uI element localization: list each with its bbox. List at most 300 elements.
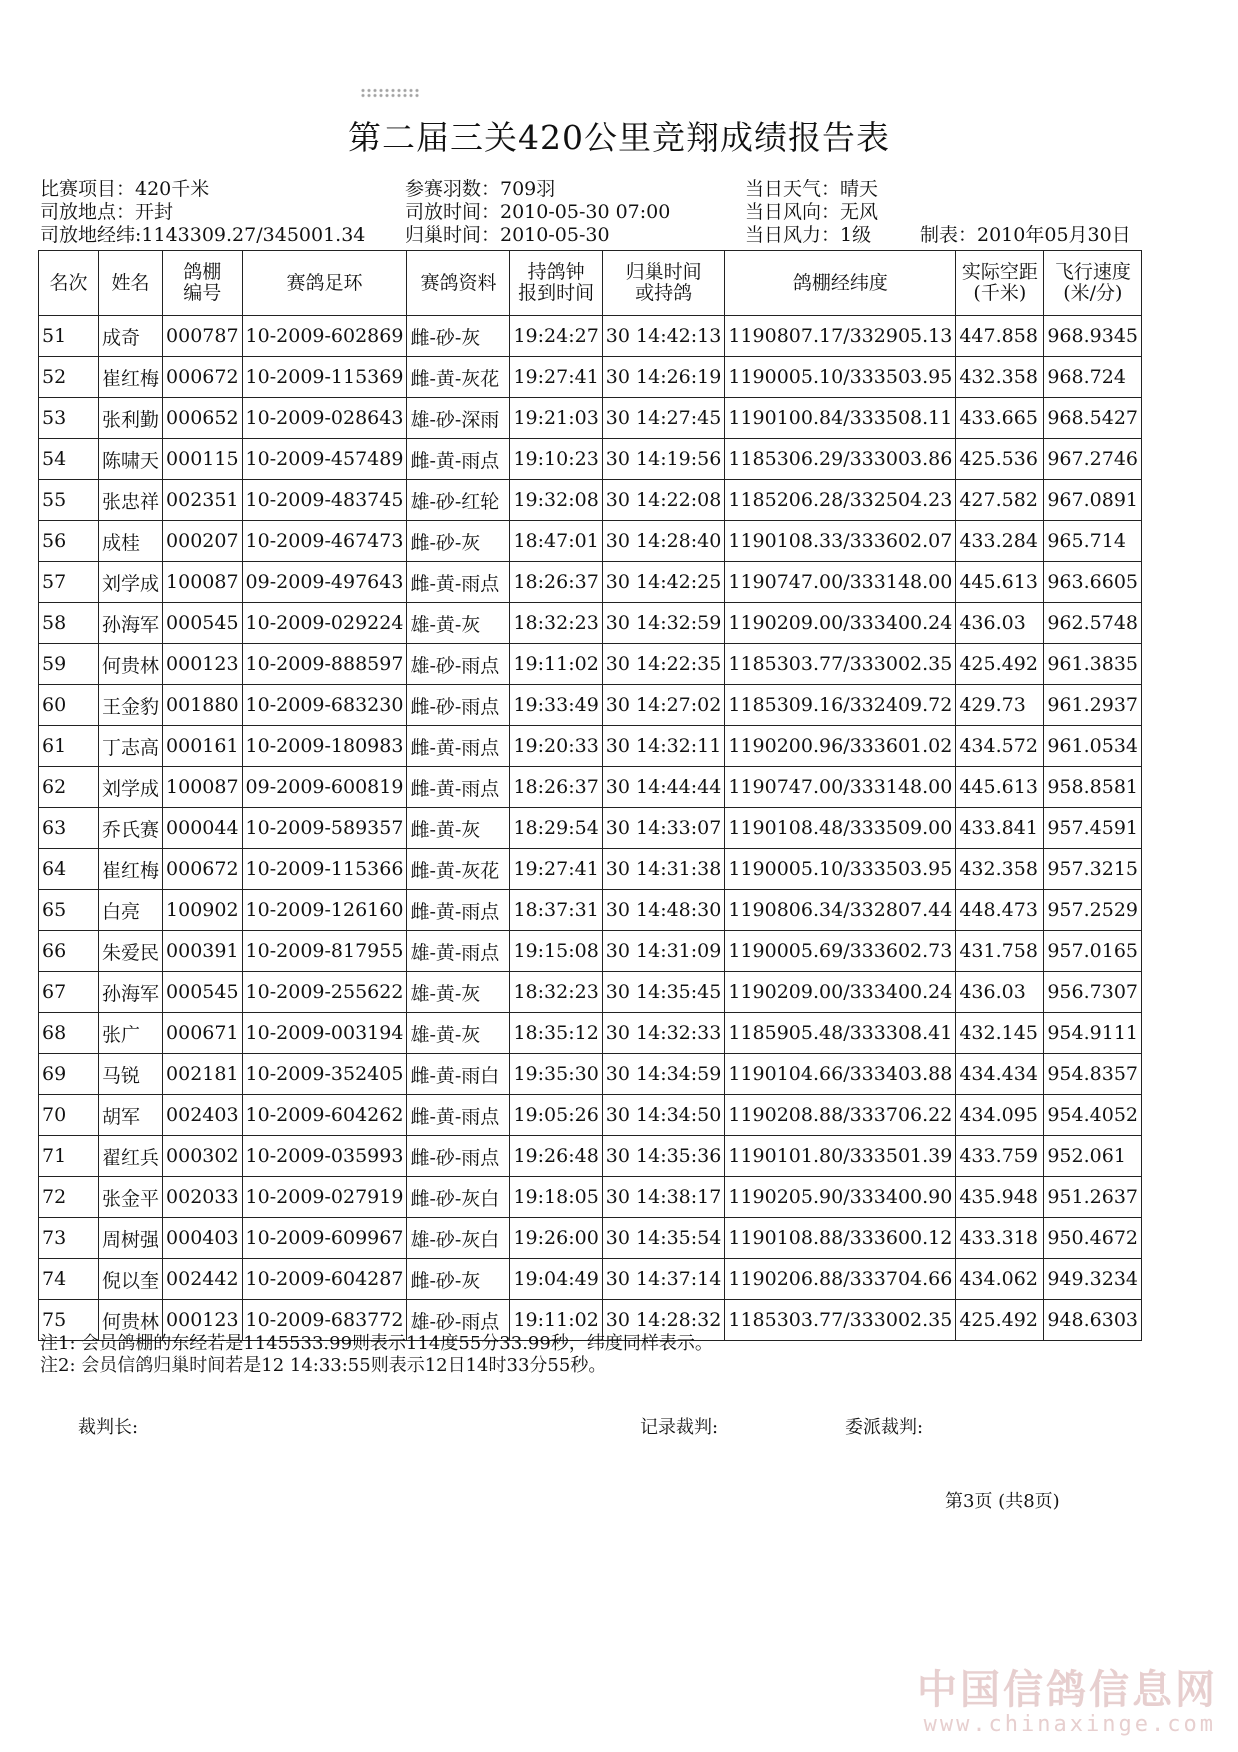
table-row: [39, 808, 1142, 849]
cell-name: 张利勤: [99, 398, 163, 439]
cell-rank: 60: [39, 685, 99, 726]
cell-info: 雄-砂-红轮: [407, 480, 510, 521]
cell-coord: 1185303.77/333002.35: [725, 644, 956, 685]
cell-distance: 434.572: [956, 726, 1044, 767]
cell-clock: 19:27:41: [510, 849, 602, 890]
cell-coord: 1190101.80/333501.39: [725, 1136, 956, 1177]
cell-coord: 1190108.48/333509.00: [725, 808, 956, 849]
cell-loft: 002442: [163, 1259, 243, 1300]
cell-loft: 000787: [163, 316, 243, 357]
cell-name: 成奇: [99, 316, 163, 357]
cell-loft: 000671: [163, 1013, 243, 1054]
cell-info: 雌-黄-雨点: [407, 1095, 510, 1136]
cell-info: 雌-黄-雨点: [407, 726, 510, 767]
cell-rank: 58: [39, 603, 99, 644]
cell-speed: 957.2529: [1044, 890, 1142, 931]
cell-clock: 19:35:30: [510, 1054, 602, 1095]
cell-ring: 09-2009-497643: [242, 562, 407, 603]
cell-name: 何贵林: [99, 644, 163, 685]
cell-info: 雄-砂-深雨: [407, 398, 510, 439]
cell-clock: 19:11:02: [510, 644, 602, 685]
cell-ring: 10-2009-589357: [242, 808, 407, 849]
table-row: [39, 849, 1142, 890]
cell-ring: 10-2009-483745: [242, 480, 407, 521]
header-loft: 鸽棚 编号: [163, 251, 243, 316]
cell-return: 30 14:34:59: [602, 1054, 725, 1095]
cell-distance: 434.434: [956, 1054, 1044, 1095]
return-date: 归巢时间：2010-05-30: [405, 224, 610, 246]
cell-return: 30 14:34:50: [602, 1095, 725, 1136]
cell-name: 陈啸天: [99, 439, 163, 480]
cell-coord: 1190108.88/333600.12: [725, 1218, 956, 1259]
cell-speed: 949.3234: [1044, 1259, 1142, 1300]
cell-rank: 70: [39, 1095, 99, 1136]
cell-distance: 425.492: [956, 644, 1044, 685]
cell-coord: 1190208.88/333706.22: [725, 1095, 956, 1136]
cell-clock: 19:11:02: [510, 1300, 602, 1341]
watermark-url: www.chinaxinge.com: [923, 1712, 1216, 1737]
cell-coord: 1190100.84/333508.11: [725, 398, 956, 439]
cell-clock: 19:26:48: [510, 1136, 602, 1177]
cell-info: 雌-黄-雨点: [407, 767, 510, 808]
cell-speed: 957.3215: [1044, 849, 1142, 890]
cell-return: 30 14:31:38: [602, 849, 725, 890]
cell-speed: 963.6605: [1044, 562, 1142, 603]
cell-ring: 10-2009-602869: [242, 316, 407, 357]
event-info: 比赛项目：420千米: [40, 178, 210, 200]
cell-coord: 1190005.10/333503.95: [725, 849, 956, 890]
cell-distance: 448.473: [956, 890, 1044, 931]
watermark-text: 中国信鸽信息网: [917, 1667, 1218, 1713]
table-row: [39, 1013, 1142, 1054]
cell-ring: 10-2009-683230: [242, 685, 407, 726]
cell-coord: 1190747.00/333148.00: [725, 767, 956, 808]
cell-speed: 961.2937: [1044, 685, 1142, 726]
cell-ring: 10-2009-028643: [242, 398, 407, 439]
cell-return: 30 14:22:08: [602, 480, 725, 521]
cell-coord: 1190200.96/333601.02: [725, 726, 956, 767]
cell-rank: 69: [39, 1054, 99, 1095]
cell-rank: 63: [39, 808, 99, 849]
cell-rank: 56: [39, 521, 99, 562]
cell-rank: 72: [39, 1177, 99, 1218]
table-row: [39, 521, 1142, 562]
cell-loft: 002181: [163, 1054, 243, 1095]
table-row: [39, 562, 1142, 603]
table-row: [39, 890, 1142, 931]
cell-loft: 002033: [163, 1177, 243, 1218]
info-column-1: [40, 178, 365, 247]
cell-return: 30 14:35:54: [602, 1218, 725, 1259]
cell-clock: 19:32:08: [510, 480, 602, 521]
table-row: [39, 398, 1142, 439]
cell-speed: 967.2746: [1044, 439, 1142, 480]
cell-distance: 434.062: [956, 1259, 1044, 1300]
release-time: 司放时间：2010-05-30 07:00: [405, 201, 671, 223]
cell-loft: 100087: [163, 767, 243, 808]
cell-name: 孙海军: [99, 603, 163, 644]
cell-coord: 1190005.10/333503.95: [725, 357, 956, 398]
release-coords: 司放地经纬:1143309.27/345001.34: [40, 224, 366, 246]
cell-name: 乔氏赛: [99, 808, 163, 849]
cell-return: 30 14:28:32: [602, 1300, 725, 1341]
table-row: [39, 439, 1142, 480]
cell-speed: 968.724: [1044, 357, 1142, 398]
page-number: 第3页 (共8页): [945, 1491, 1060, 1512]
cell-name: 张广: [99, 1013, 163, 1054]
cell-distance: 433.841: [956, 808, 1044, 849]
cell-distance: 433.665: [956, 398, 1044, 439]
cell-clock: 18:37:31: [510, 890, 602, 931]
cell-clock: 18:35:12: [510, 1013, 602, 1054]
cell-ring: 10-2009-115366: [242, 849, 407, 890]
table-row: [39, 1177, 1142, 1218]
cell-name: 丁志高: [99, 726, 163, 767]
cell-name: 崔红梅: [99, 849, 163, 890]
table-row: [39, 1136, 1142, 1177]
cell-info: 雌-黄-灰花: [407, 849, 510, 890]
cell-ring: 10-2009-180983: [242, 726, 407, 767]
cell-distance: 447.858: [956, 316, 1044, 357]
cell-loft: 000044: [163, 808, 243, 849]
cell-coord: 1185306.29/333003.86: [725, 439, 956, 480]
cell-info: 雌-黄-雨点: [407, 439, 510, 480]
cell-speed: 962.5748: [1044, 603, 1142, 644]
cell-rank: 64: [39, 849, 99, 890]
cell-rank: 51: [39, 316, 99, 357]
cell-coord: 1190209.00/333400.24: [725, 972, 956, 1013]
cell-return: 30 14:48:30: [602, 890, 725, 931]
cell-ring: 10-2009-604262: [242, 1095, 407, 1136]
cell-speed: 961.3835: [1044, 644, 1142, 685]
cell-clock: 19:18:05: [510, 1177, 602, 1218]
cell-distance: 429.73: [956, 685, 1044, 726]
cell-name: 刘学成: [99, 562, 163, 603]
cell-return: 30 14:35:45: [602, 972, 725, 1013]
cell-clock: 19:27:41: [510, 357, 602, 398]
cell-loft: 000391: [163, 931, 243, 972]
cell-coord: 1190205.90/333400.90: [725, 1177, 956, 1218]
made-date: 制表：2010年05月30日: [920, 224, 1131, 246]
cell-rank: 52: [39, 357, 99, 398]
cell-rank: 61: [39, 726, 99, 767]
cell-ring: 10-2009-352405: [242, 1054, 407, 1095]
cell-loft: 002403: [163, 1095, 243, 1136]
cell-loft: 002351: [163, 480, 243, 521]
cell-speed: 965.714: [1044, 521, 1142, 562]
cell-distance: 434.095: [956, 1095, 1044, 1136]
cell-rank: 67: [39, 972, 99, 1013]
cell-name: 孙海军: [99, 972, 163, 1013]
cell-distance: 445.613: [956, 562, 1044, 603]
cell-return: 30 14:27:45: [602, 398, 725, 439]
cell-speed: 968.9345: [1044, 316, 1142, 357]
cell-distance: 432.145: [956, 1013, 1044, 1054]
chief-referee-label: 裁判长:: [78, 1417, 139, 1438]
cell-name: 马锐: [99, 1054, 163, 1095]
cell-info: 雄-黄-灰: [407, 972, 510, 1013]
header-ring: 赛鸽足环: [242, 251, 407, 316]
cell-info: 雄-砂-灰白: [407, 1218, 510, 1259]
notes: [40, 1333, 713, 1377]
cell-distance: 425.492: [956, 1300, 1044, 1341]
cell-name: 翟红兵: [99, 1136, 163, 1177]
cell-loft: 000115: [163, 439, 243, 480]
cell-clock: 18:47:01: [510, 521, 602, 562]
cell-loft: 000545: [163, 972, 243, 1013]
cell-clock: 18:32:23: [510, 972, 602, 1013]
cell-return: 30 14:42:13: [602, 316, 725, 357]
cell-coord: 1190104.66/333403.88: [725, 1054, 956, 1095]
cell-ring: 10-2009-115369: [242, 357, 407, 398]
header-coord: 鸽棚经纬度: [725, 251, 956, 316]
cell-name: 何贵林: [99, 1300, 163, 1341]
cell-distance: 436.03: [956, 972, 1044, 1013]
cell-info: 雌-黄-雨点: [407, 562, 510, 603]
cell-coord: 1185309.16/332409.72: [725, 685, 956, 726]
table-row: [39, 357, 1142, 398]
cell-distance: 432.358: [956, 849, 1044, 890]
cell-name: 成桂: [99, 521, 163, 562]
cell-info: 雌-黄-灰: [407, 808, 510, 849]
cell-clock: 19:24:27: [510, 316, 602, 357]
cell-info: 雌-黄-雨白: [407, 1054, 510, 1095]
cell-info: 雌-砂-灰白: [407, 1177, 510, 1218]
header-clock: 持鸽钟 报到时间: [510, 251, 602, 316]
table-body: [39, 316, 1142, 1341]
cell-ring: 10-2009-029224: [242, 603, 407, 644]
cell-name: 白亮: [99, 890, 163, 931]
results-table: [38, 250, 1142, 1341]
cell-speed: 961.0534: [1044, 726, 1142, 767]
cell-clock: 19:04:49: [510, 1259, 602, 1300]
cell-loft: 000545: [163, 603, 243, 644]
cell-rank: 65: [39, 890, 99, 931]
cell-return: 30 14:44:44: [602, 767, 725, 808]
cell-distance: 433.318: [956, 1218, 1044, 1259]
cell-speed: 954.9111: [1044, 1013, 1142, 1054]
cell-ring: 09-2009-600819: [242, 767, 407, 808]
table-row: [39, 644, 1142, 685]
cell-speed: 968.5427: [1044, 398, 1142, 439]
cell-rank: 54: [39, 439, 99, 480]
cell-rank: 55: [39, 480, 99, 521]
cell-distance: 427.582: [956, 480, 1044, 521]
cell-return: 30 14:32:11: [602, 726, 725, 767]
cell-loft: 000672: [163, 849, 243, 890]
appointed-referee-label: 委派裁判:: [845, 1417, 924, 1438]
cell-speed: 954.8357: [1044, 1054, 1142, 1095]
cell-speed: 957.0165: [1044, 931, 1142, 972]
cell-info: 雌-砂-灰: [407, 521, 510, 562]
table-row: [39, 480, 1142, 521]
cell-name: 崔红梅: [99, 357, 163, 398]
cell-coord: 1185905.48/333308.41: [725, 1013, 956, 1054]
cell-loft: 100087: [163, 562, 243, 603]
table-row: [39, 316, 1142, 357]
release-place: 司放地点：开封: [40, 201, 174, 223]
cell-rank: 71: [39, 1136, 99, 1177]
cell-coord: 1190807.17/332905.13: [725, 316, 956, 357]
cell-info: 雌-砂-灰: [407, 1259, 510, 1300]
cell-coord: 1190209.00/333400.24: [725, 603, 956, 644]
cell-info: 雄-砂-雨点: [407, 644, 510, 685]
cell-return: 30 14:32:59: [602, 603, 725, 644]
cell-coord: 1190206.88/333704.66: [725, 1259, 956, 1300]
header-distance: 实际空距 (千米): [956, 251, 1044, 316]
cell-loft: 001880: [163, 685, 243, 726]
wind-force: 当日风力：1级: [745, 224, 872, 246]
table-row: [39, 685, 1142, 726]
table-row: [39, 1054, 1142, 1095]
cell-name: 胡军: [99, 1095, 163, 1136]
cell-ring: 10-2009-888597: [242, 644, 407, 685]
note-2: 注2: 会员信鸽归巢时间若是12 14:33:55则表示12日14时33分55秒。: [40, 1355, 607, 1376]
cell-rank: 68: [39, 1013, 99, 1054]
scan-speck: [360, 88, 420, 98]
info-column-2: [405, 178, 670, 247]
cell-loft: 000123: [163, 1300, 243, 1341]
cell-loft: 000161: [163, 726, 243, 767]
cell-clock: 19:26:00: [510, 1218, 602, 1259]
recording-referee-label: 记录裁判:: [640, 1417, 719, 1438]
cell-loft: 000652: [163, 398, 243, 439]
cell-speed: 948.6303: [1044, 1300, 1142, 1341]
made-date-block: [920, 224, 1131, 247]
cell-return: 30 14:37:14: [602, 1259, 725, 1300]
table-row: [39, 603, 1142, 644]
table-row: [39, 1259, 1142, 1300]
cell-ring: 10-2009-457489: [242, 439, 407, 480]
header-speed: 飞行速度 (米/分): [1044, 251, 1142, 316]
cell-clock: 18:32:23: [510, 603, 602, 644]
cell-return: 30 14:22:35: [602, 644, 725, 685]
cell-coord: 1185303.77/333002.35: [725, 1300, 956, 1341]
cell-clock: 19:10:23: [510, 439, 602, 480]
cell-loft: 000672: [163, 357, 243, 398]
cell-speed: 950.4672: [1044, 1218, 1142, 1259]
cell-return: 30 14:38:17: [602, 1177, 725, 1218]
cell-speed: 958.8581: [1044, 767, 1142, 808]
cell-ring: 10-2009-126160: [242, 890, 407, 931]
cell-info: 雌-砂-雨点: [407, 685, 510, 726]
weather: 当日天气：晴天: [745, 178, 879, 200]
cell-ring: 10-2009-683772: [242, 1300, 407, 1341]
cell-rank: 73: [39, 1218, 99, 1259]
cell-speed: 951.2637: [1044, 1177, 1142, 1218]
cell-rank: 74: [39, 1259, 99, 1300]
info-column-3: [745, 178, 878, 247]
cell-return: 30 14:28:40: [602, 521, 725, 562]
cell-clock: 19:20:33: [510, 726, 602, 767]
cell-clock: 19:33:49: [510, 685, 602, 726]
cell-loft: 000123: [163, 644, 243, 685]
cell-clock: 19:21:03: [510, 398, 602, 439]
cell-coord: 1190747.00/333148.00: [725, 562, 956, 603]
cell-return: 30 14:19:56: [602, 439, 725, 480]
cell-ring: 10-2009-604287: [242, 1259, 407, 1300]
entries-count: 参赛羽数：709羽: [405, 178, 556, 200]
cell-distance: 432.358: [956, 357, 1044, 398]
cell-loft: 000403: [163, 1218, 243, 1259]
cell-name: 周树强: [99, 1218, 163, 1259]
cell-distance: 433.284: [956, 521, 1044, 562]
cell-info: 雄-砂-雨点: [407, 1300, 510, 1341]
cell-distance: 436.03: [956, 603, 1044, 644]
cell-return: 30 14:27:02: [602, 685, 725, 726]
cell-distance: 433.759: [956, 1136, 1044, 1177]
cell-distance: 431.758: [956, 931, 1044, 972]
table-header-row: [39, 251, 1142, 316]
cell-ring: 10-2009-467473: [242, 521, 407, 562]
cell-speed: 956.7307: [1044, 972, 1142, 1013]
cell-clock: 18:26:37: [510, 767, 602, 808]
cell-name: 张金平: [99, 1177, 163, 1218]
cell-info: 雌-砂-雨点: [407, 1136, 510, 1177]
cell-clock: 18:26:37: [510, 562, 602, 603]
cell-info: 雄-黄-灰: [407, 603, 510, 644]
cell-coord: 1185206.28/332504.23: [725, 480, 956, 521]
cell-name: 刘学成: [99, 767, 163, 808]
cell-speed: 957.4591: [1044, 808, 1142, 849]
cell-ring: 10-2009-035993: [242, 1136, 407, 1177]
cell-ring: 10-2009-003194: [242, 1013, 407, 1054]
cell-ring: 10-2009-027919: [242, 1177, 407, 1218]
cell-distance: 435.948: [956, 1177, 1044, 1218]
note-1: 注1: 会员鸽棚的东经若是1145533.99则表示114度55分33.99秒，纬度同样表示。: [40, 1333, 713, 1354]
cell-name: 张忠祥: [99, 480, 163, 521]
header-name: 姓名: [99, 251, 163, 316]
cell-name: 倪以奎: [99, 1259, 163, 1300]
cell-rank: 57: [39, 562, 99, 603]
cell-info: 雌-黄-灰花: [407, 357, 510, 398]
wind-direction: 当日风向：无风: [745, 201, 879, 223]
header-info: 赛鸽资料: [407, 251, 510, 316]
cell-rank: 53: [39, 398, 99, 439]
cell-return: 30 14:31:09: [602, 931, 725, 972]
cell-loft: 000302: [163, 1136, 243, 1177]
cell-ring: 10-2009-255622: [242, 972, 407, 1013]
cell-coord: 1190806.34/332807.44: [725, 890, 956, 931]
table-row: [39, 931, 1142, 972]
cell-return: 30 14:26:19: [602, 357, 725, 398]
cell-rank: 75: [39, 1300, 99, 1341]
cell-clock: 19:15:08: [510, 931, 602, 972]
cell-coord: 1190005.69/333602.73: [725, 931, 956, 972]
cell-rank: 59: [39, 644, 99, 685]
cell-distance: 425.536: [956, 439, 1044, 480]
cell-info: 雌-黄-雨点: [407, 890, 510, 931]
table-row: [39, 726, 1142, 767]
cell-name: 朱爱民: [99, 931, 163, 972]
cell-name: 王金豹: [99, 685, 163, 726]
cell-distance: 445.613: [956, 767, 1044, 808]
cell-rank: 66: [39, 931, 99, 972]
cell-speed: 967.0891: [1044, 480, 1142, 521]
page-title: 第二届三关420公里竞翔成绩报告表: [348, 118, 890, 157]
cell-speed: 952.061: [1044, 1136, 1142, 1177]
cell-rank: 62: [39, 767, 99, 808]
cell-info: 雌-砂-灰: [407, 316, 510, 357]
cell-return: 30 14:33:07: [602, 808, 725, 849]
cell-loft: 100902: [163, 890, 243, 931]
cell-coord: 1190108.33/333602.07: [725, 521, 956, 562]
cell-clock: 19:05:26: [510, 1095, 602, 1136]
cell-loft: 000207: [163, 521, 243, 562]
cell-ring: 10-2009-609967: [242, 1218, 407, 1259]
table-row: [39, 1218, 1142, 1259]
cell-return: 30 14:35:36: [602, 1136, 725, 1177]
